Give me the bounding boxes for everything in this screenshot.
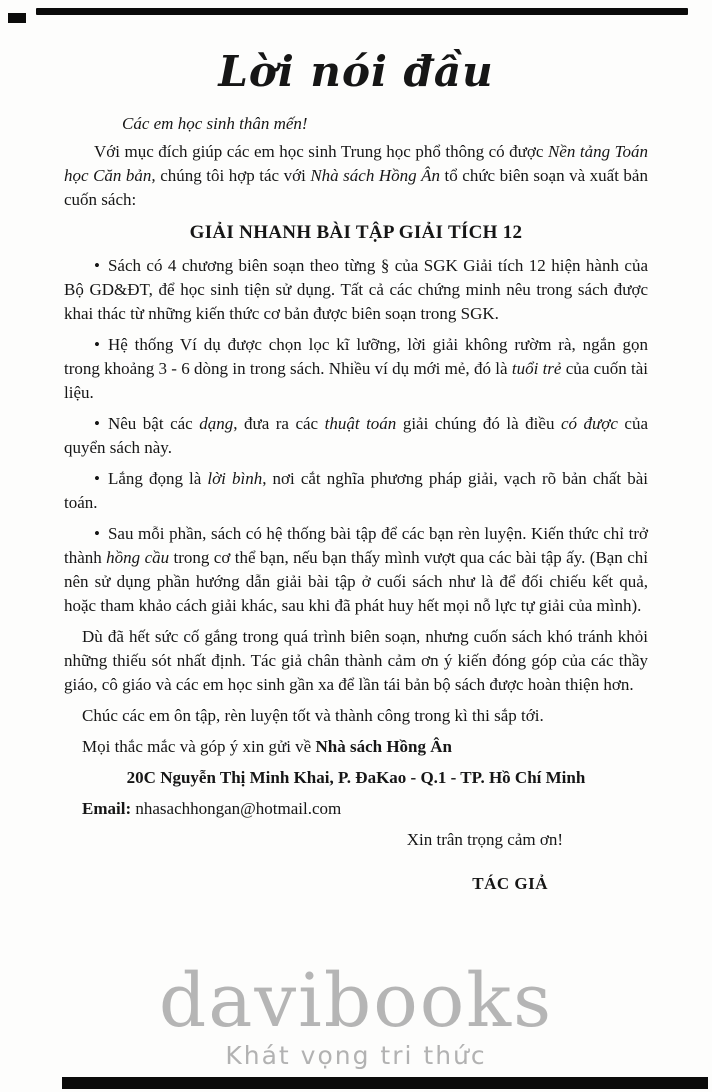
text-run: Sau mỗi phần, sách có hệ thống bài tập để các bạn rèn luyện. Kiến thức chỉ trở thành [64,524,648,567]
text-run-italic: lời bình [207,469,263,488]
publisher-name: Nhà sách Hồng Ân [315,737,452,756]
watermark-slogan: Khát vọng tri thức [225,1041,487,1070]
bullet-item [64,254,648,326]
watermark-brand: davibooks [158,958,554,1044]
text-run-italic: hồng cầu [106,548,170,567]
text-run: , nơi cắt nghĩa phương pháp giải, vạch rõ bản chất bài toán. [64,469,648,512]
text-run-italic: dạng [199,414,234,433]
thanks-line: Xin trân trọng cảm ơn! [406,830,563,849]
bullet-item [64,333,648,405]
salutation-line: Các em học sinh thân mến! [122,114,308,133]
text-run: tổ chức biên soạn và xuất bản cuốn sách: [64,166,648,209]
bullet-icon: • [94,414,100,433]
bullet-icon: • [94,469,100,488]
text-run: Nêu bật các [107,414,200,433]
bullet-item [64,412,648,460]
text-run: , đưa ra các [233,414,325,433]
author-signature: TÁC GIẢ [472,874,548,893]
text-run: Sách có 4 chương biên soạn theo từng § của SGK Giải tích 12 hiện hành của Bộ GD&ĐT, để học sinh tiện sử dụng. Tất cả các chứng minh nêu trong sách được khai thác từ những kiến thức cơ bản được biên soạn trong SGK. [64,256,648,323]
page-title: Lời nói đầu [218,47,494,96]
text-run: giải chúng đó là điều [396,414,561,433]
text-run-italic: Nhà sách Hồng Ân [310,166,441,185]
text-run: Hệ thống Ví dụ được chọn lọc kĩ lưỡng, lời giải không rườm rà, ngắn gọn trong khoảng 3 - 6 dòng in trong sách. Nhiều ví dụ mới mẻ, đó là [64,335,648,378]
bullet-item [64,467,648,515]
text-run: của quyển sách này. [64,414,649,457]
text-run-italic: Nền tảng Toán học Căn bản, [64,142,648,185]
email-address: nhasachhongan@hotmail.com [131,799,342,818]
text-run-italic: tuổi trẻ [511,359,562,378]
text-run: trong cơ thể bạn, nếu bạn thấy mình vượt qua các bài tập ấy. (Bạn chỉ nên sử dụng phần hướng dẫn giải bài tập ở cuối sách như là để đối chiếu kết quả, hoặc tham khảo cách giải khác, sau khi đã phát huy hết mọi nỗ lực tự giải của mình). [64,548,648,615]
text-run: Mọi thắc mắc và góp ý xin gửi về [82,737,316,756]
text-run: của cuốn tài liệu. [64,359,648,402]
text-run: Lắng đọng là [107,469,208,488]
text-run-italic: có được [560,414,618,433]
bullet-icon: • [94,335,100,354]
contact-line [64,735,648,759]
closing-paragraph: Dù đã hết sức cố gắng trong quá trình biên soạn, nhưng cuốn sách khó tránh khỏi những thiếu sót nhất định. Tác giả chân thành cảm ơn ý kiến đóng góp của các thầy giáo, cô giáo và các em học sinh gần xa để lần tái bản bộ sách được hoàn thiện hơn. [64,627,648,694]
text-run-italic: thuật toán [324,414,397,433]
address-line: 20C Nguyễn Thị Minh Khai, P. ĐaKao - Q.1 - TP. Hồ Chí Minh [126,768,586,787]
email-label: Email: [82,799,132,818]
scan-edge-bottom [62,1077,708,1089]
book-title: GIẢI NHANH BÀI TẬP GIẢI TÍCH 12 [189,222,523,243]
wish-line: Chúc các em ôn tập, rèn luyện tốt và thành công trong kì thi sắp tới. [82,706,544,725]
text-run: chúng tôi hợp tác với [155,166,311,185]
text-run: Với mục đích giúp các em học sinh Trung học phổ thông có được [94,142,548,161]
email-line [64,797,648,821]
intro-paragraph [64,140,648,212]
bullet-icon: • [94,256,100,275]
bullet-item [64,522,648,618]
bullet-icon: • [94,524,100,543]
